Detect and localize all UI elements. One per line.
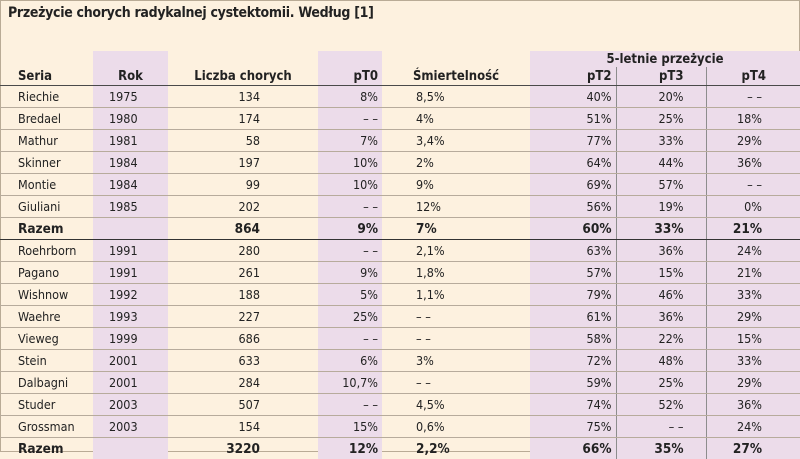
cell-seria: Stein [0, 350, 93, 372]
cell-smiertelnosc: 3% [382, 350, 530, 372]
cell-smiertelnosc: 2,2% [382, 438, 530, 459]
table-row [0, 196, 800, 218]
table-row [0, 108, 800, 130]
cell-pt2: 60% [530, 218, 616, 240]
cell-pt0: 7% [318, 130, 382, 152]
cell-pt0: – – [318, 240, 382, 262]
cell-pt4: 36% [706, 394, 800, 416]
cell-smiertelnosc: – – [382, 306, 530, 328]
cell-pt2: 51% [530, 108, 616, 130]
cell-pt3: 36% [616, 306, 706, 328]
cell-smiertelnosc: 8,5% [382, 86, 530, 108]
cell-pt3: 36% [616, 240, 706, 262]
cell-seria: Pagano [0, 262, 93, 284]
cell-smiertelnosc: 12% [382, 196, 530, 218]
cell-pt0: 9% [318, 218, 382, 240]
cell-pt3: 46% [616, 284, 706, 306]
cell-pt0: 12% [318, 438, 382, 459]
cell-liczba-chorych: 134 [168, 86, 318, 108]
cell-pt4: 36% [706, 152, 800, 174]
cell-pt3: 44% [616, 152, 706, 174]
cell-pt2: 61% [530, 306, 616, 328]
cell-pt3: – – [616, 416, 706, 438]
cell-pt0: 15% [318, 416, 382, 438]
cell-pt3: 20% [616, 86, 706, 108]
table-row [0, 174, 800, 196]
cell-rok: 1980 [93, 108, 168, 130]
cell-pt3: 33% [616, 130, 706, 152]
cell-pt4: 24% [706, 416, 800, 438]
cell-pt0: – – [318, 108, 382, 130]
table-row [0, 372, 800, 394]
table-row [0, 416, 800, 438]
cell-liczba-chorych: 633 [168, 350, 318, 372]
cell-pt2: 69% [530, 174, 616, 196]
table-row [0, 262, 800, 284]
header-spacer [318, 51, 382, 67]
cell-rok: 2001 [93, 350, 168, 372]
cell-liczba-chorych: 280 [168, 240, 318, 262]
cell-pt3: 57% [616, 174, 706, 196]
cell-seria: Studer [0, 394, 93, 416]
cell-pt3: 33% [616, 218, 706, 240]
cell-pt0: – – [318, 394, 382, 416]
cell-liczba-chorych: 864 [168, 218, 318, 240]
cell-seria: Dalbagni [0, 372, 93, 394]
cell-smiertelnosc: 2,1% [382, 240, 530, 262]
column-header-pt0: pT0 [318, 67, 382, 86]
cell-liczba-chorych: 686 [168, 328, 318, 350]
cell-pt4: 15% [706, 328, 800, 350]
cell-seria: Vieweg [0, 328, 93, 350]
cell-pt3: 52% [616, 394, 706, 416]
cell-pt4: 21% [706, 218, 800, 240]
cell-rok: 2001 [93, 372, 168, 394]
cell-pt4: 29% [706, 306, 800, 328]
cell-pt4: 27% [706, 438, 800, 459]
cell-pt4: 18% [706, 108, 800, 130]
cell-pt0: 10,7% [318, 372, 382, 394]
cell-rok: 1975 [93, 86, 168, 108]
cell-rok: 1992 [93, 284, 168, 306]
column-header-rok: Rok [93, 67, 168, 86]
cell-seria: Waehre [0, 306, 93, 328]
cell-rok: 1981 [93, 130, 168, 152]
cell-pt0: 9% [318, 262, 382, 284]
cell-liczba-chorych: 507 [168, 394, 318, 416]
cell-rok: 1984 [93, 174, 168, 196]
cell-liczba-chorych: 99 [168, 174, 318, 196]
cell-rok: 2003 [93, 416, 168, 438]
cell-pt3: 15% [616, 262, 706, 284]
table-title: Przeżycie chorych radykalnej cystektomii. Według [1] [8, 5, 374, 21]
column-header-seria: Seria [0, 67, 93, 86]
cell-pt4: – – [706, 174, 800, 196]
cell-pt0: – – [318, 196, 382, 218]
table-row [0, 130, 800, 152]
cell-smiertelnosc: 3,4% [382, 130, 530, 152]
cell-rok: 2003 [93, 394, 168, 416]
cell-pt4: 24% [706, 240, 800, 262]
cell-pt2: 74% [530, 394, 616, 416]
cell-pt3: 25% [616, 372, 706, 394]
cell-smiertelnosc: 4% [382, 108, 530, 130]
column-header-pt2: pT2 [530, 67, 616, 86]
header-spacer [168, 51, 318, 67]
cell-pt2: 56% [530, 196, 616, 218]
cell-pt2: 63% [530, 240, 616, 262]
cell-pt0: 25% [318, 306, 382, 328]
cell-pt4: 29% [706, 130, 800, 152]
cell-pt0: 6% [318, 350, 382, 372]
cell-pt4: 21% [706, 262, 800, 284]
cell-pt4: 0% [706, 196, 800, 218]
cell-pt4: 29% [706, 372, 800, 394]
cell-pt0: 5% [318, 284, 382, 306]
column-header-liczba-chorych: Liczba chorych [168, 67, 318, 86]
cell-rok [93, 218, 168, 240]
cell-pt2: 40% [530, 86, 616, 108]
cell-pt2: 77% [530, 130, 616, 152]
cell-liczba-chorych: 154 [168, 416, 318, 438]
cell-rok: 1984 [93, 152, 168, 174]
cell-rok: 1985 [93, 196, 168, 218]
cell-smiertelnosc: 2% [382, 152, 530, 174]
cell-pt3: 25% [616, 108, 706, 130]
cell-pt2: 79% [530, 284, 616, 306]
table-row [0, 240, 800, 262]
cell-seria: Riechie [0, 86, 93, 108]
cell-smiertelnosc: – – [382, 372, 530, 394]
cell-seria: Bredael [0, 108, 93, 130]
cell-pt2: 75% [530, 416, 616, 438]
cell-smiertelnosc: 1,8% [382, 262, 530, 284]
cell-rok: 1999 [93, 328, 168, 350]
cell-smiertelnosc: 4,5% [382, 394, 530, 416]
table-row [0, 86, 800, 108]
cell-seria: Mathur [0, 130, 93, 152]
cell-seria: Roehrborn [0, 240, 93, 262]
table-row [0, 152, 800, 174]
table-row [0, 328, 800, 350]
table-row [0, 306, 800, 328]
cell-pt0: 10% [318, 152, 382, 174]
cell-rok: 1991 [93, 240, 168, 262]
cell-liczba-chorych: 3220 [168, 438, 318, 459]
cell-pt4: – – [706, 86, 800, 108]
column-header-smiertelnosc: Śmiertelność [382, 67, 530, 86]
cell-pt0: 8% [318, 86, 382, 108]
cell-smiertelnosc: – – [382, 328, 530, 350]
cell-pt3: 22% [616, 328, 706, 350]
cell-smiertelnosc: 1,1% [382, 284, 530, 306]
cell-smiertelnosc: 9% [382, 174, 530, 196]
cell-smiertelnosc: 0,6% [382, 416, 530, 438]
column-header-pt4: pT4 [706, 67, 800, 86]
cell-liczba-chorych: 227 [168, 306, 318, 328]
cell-pt3: 19% [616, 196, 706, 218]
table-row [0, 350, 800, 372]
cell-pt4: 33% [706, 284, 800, 306]
total-row [0, 218, 800, 240]
cell-seria: Razem [0, 438, 93, 459]
cell-pt2: 66% [530, 438, 616, 459]
table-row [0, 394, 800, 416]
total-row [0, 438, 800, 459]
cell-liczba-chorych: 202 [168, 196, 318, 218]
cell-seria: Razem [0, 218, 93, 240]
column-header-pt3: pT3 [616, 67, 706, 86]
header-spacer [0, 51, 93, 67]
cell-seria: Grossman [0, 416, 93, 438]
cell-liczba-chorych: 174 [168, 108, 318, 130]
header-spacer [93, 51, 168, 67]
cell-seria: Skinner [0, 152, 93, 174]
survival-table [0, 51, 800, 459]
cell-rok [93, 438, 168, 459]
cell-seria: Giuliani [0, 196, 93, 218]
cell-liczba-chorych: 188 [168, 284, 318, 306]
cell-rok: 1991 [93, 262, 168, 284]
table-body [0, 86, 800, 459]
cell-rok: 1993 [93, 306, 168, 328]
header-spacer [382, 51, 530, 67]
cell-pt3: 48% [616, 350, 706, 372]
cell-smiertelnosc: 7% [382, 218, 530, 240]
cell-pt2: 64% [530, 152, 616, 174]
cell-pt0: 10% [318, 174, 382, 196]
group-header-survival: 5-letnie przeżycie [530, 51, 800, 67]
cell-pt2: 59% [530, 372, 616, 394]
cell-pt0: – – [318, 328, 382, 350]
cell-pt2: 58% [530, 328, 616, 350]
cell-pt4: 33% [706, 350, 800, 372]
cell-seria: Wishnow [0, 284, 93, 306]
cell-liczba-chorych: 197 [168, 152, 318, 174]
table-row [0, 284, 800, 306]
cell-pt3: 35% [616, 438, 706, 459]
cell-pt2: 72% [530, 350, 616, 372]
cell-pt2: 57% [530, 262, 616, 284]
cell-liczba-chorych: 261 [168, 262, 318, 284]
cell-liczba-chorych: 58 [168, 130, 318, 152]
cell-seria: Montie [0, 174, 93, 196]
cell-liczba-chorych: 284 [168, 372, 318, 394]
